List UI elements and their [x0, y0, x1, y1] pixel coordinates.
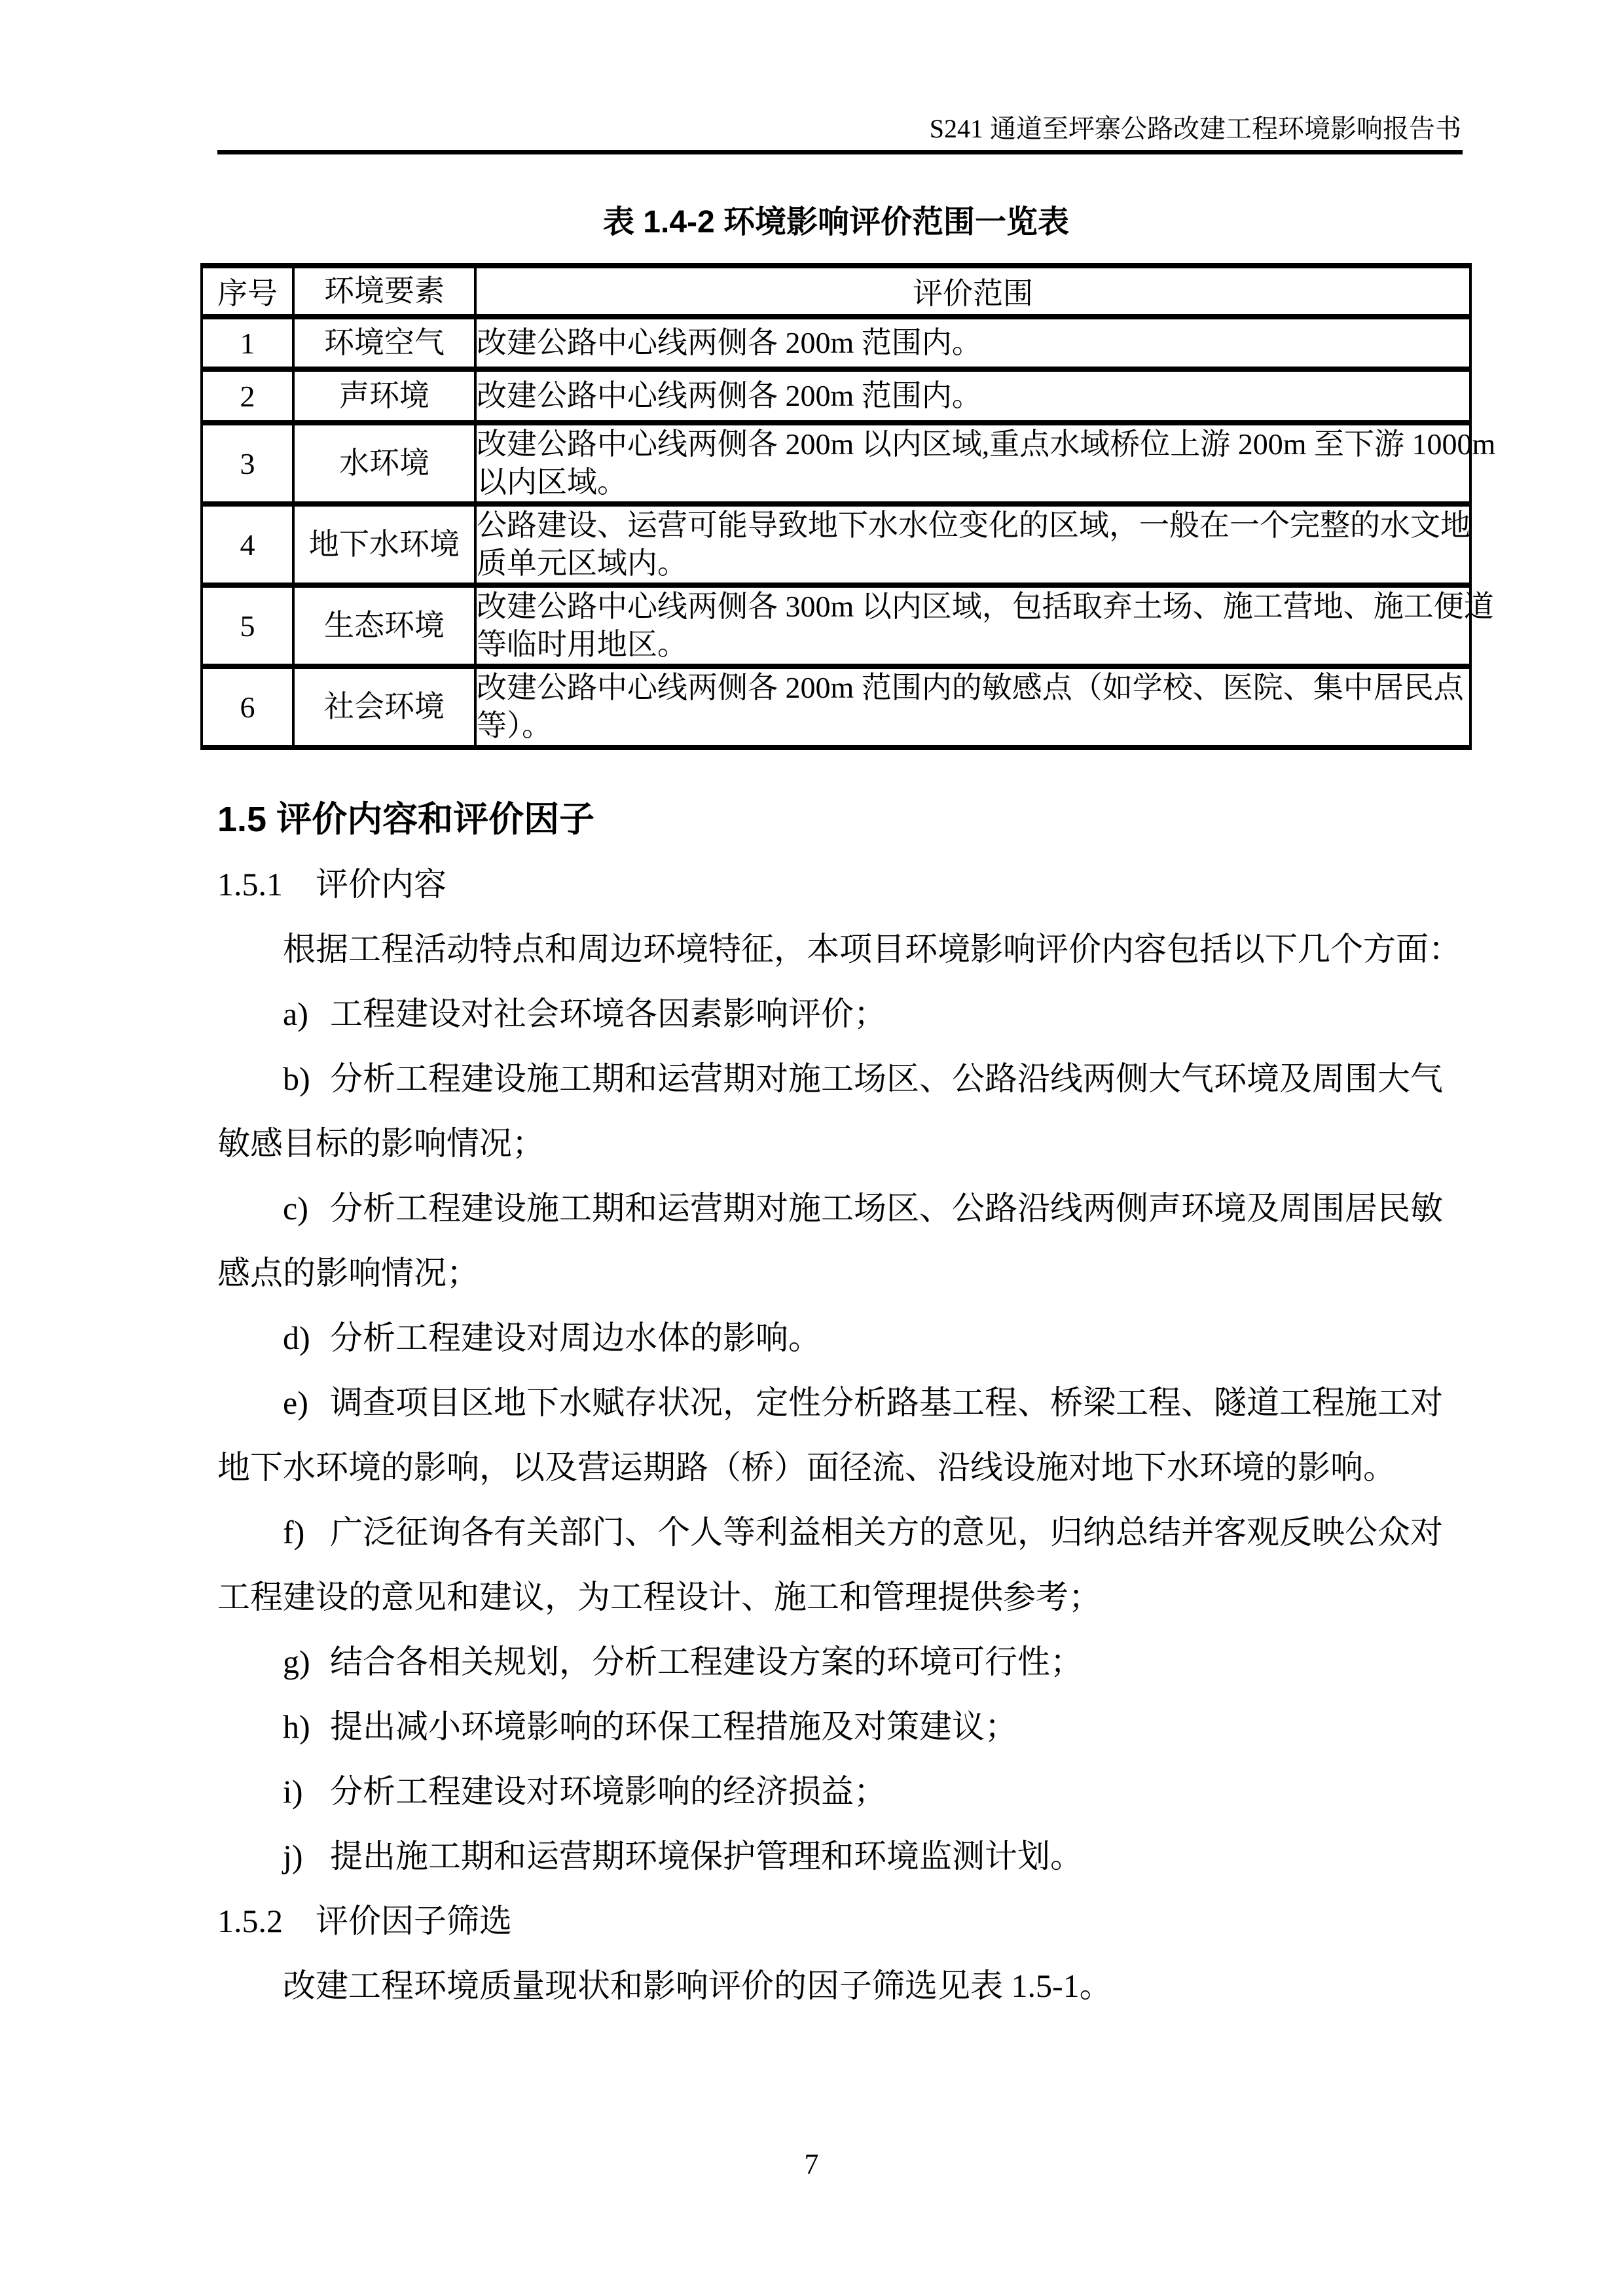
- list-item-h: [217, 1695, 1465, 1759]
- list-item-e-cont: 地下水环境的影响，以及营运期路（桥）面径流、沿线设施对地下水环境的影响。: [217, 1449, 1396, 1486]
- cell-no: 5: [202, 585, 293, 666]
- list-label: d): [283, 1319, 310, 1356]
- header-title: S241 通道至坪寨公路改建工程环境影响报告书: [929, 114, 1461, 143]
- list-item-f: [217, 1500, 1465, 1565]
- list-item-c-cont: 感点的影响情况；: [217, 1255, 479, 1291]
- column-header-element: 环境要素: [293, 266, 475, 317]
- list-item-b: [217, 1047, 1465, 1111]
- list-label: h): [283, 1708, 310, 1745]
- list-item-f-cont: 工程建设的意见和建议，为工程设计、施工和管理提供参考；: [217, 1579, 1101, 1615]
- intro-paragraph: 根据工程活动特点和周边环境特征，本项目环境影响评价内容包括以下几个方面：: [283, 931, 1461, 967]
- scope-line: 以内区域。: [477, 465, 627, 499]
- section-heading-1-5-2: 1.5.2 评价因子筛选: [217, 1903, 512, 1939]
- cell-element: 声环境: [293, 369, 475, 423]
- cell-no: 3: [202, 423, 293, 504]
- cell-no: 6: [202, 666, 293, 747]
- list-text: 分析工程建设对环境影响的经济损益；: [330, 1773, 886, 1810]
- table-row: [202, 666, 1470, 747]
- cell-scope: [475, 585, 1494, 666]
- table-caption: 表 1.4-2 环境影响评价范围一览表: [602, 205, 1070, 240]
- list-item-i: [217, 1759, 1465, 1824]
- scope-line: 改建公路中心线两侧各 200m 范围内。: [477, 326, 982, 359]
- list-label: j): [283, 1838, 303, 1874]
- table-row: [202, 369, 1470, 423]
- cell-no: 1: [202, 317, 293, 369]
- column-header-no: 序号: [202, 266, 293, 317]
- section-heading-1-5: 1.5 评价内容和评价因子: [217, 800, 595, 839]
- cell-element: 生态环境: [293, 585, 475, 666]
- list-text: 工程建设对社会环境各因素影响评价；: [330, 996, 886, 1032]
- list-label: b): [283, 1060, 310, 1097]
- list-label: i): [283, 1773, 303, 1810]
- list-label: f): [283, 1514, 305, 1551]
- list-label: a): [283, 996, 308, 1032]
- cell-element: 水环境: [293, 423, 475, 504]
- list-text: 分析工程建设施工期和运营期对施工场区、公路沿线两侧大气环境及周围大气: [330, 1060, 1443, 1097]
- evaluation-scope-table: [200, 263, 1496, 750]
- cell-no: 2: [202, 369, 293, 423]
- list-text: 结合各相关规划，分析工程建设方案的环境可行性；: [330, 1643, 1083, 1680]
- scope-line: 改建公路中心线两侧各 200m 范围内。: [477, 379, 982, 412]
- body-content: [217, 787, 1465, 2018]
- list-item-j: [217, 1824, 1465, 1889]
- cell-element: 环境空气: [293, 317, 475, 369]
- list-item-e: [217, 1371, 1465, 1435]
- list-label: e): [283, 1384, 308, 1421]
- page-number: 7: [804, 2148, 819, 2180]
- list-text: 广泛征询各有关部门、个人等利益相关方的意见，归纳总结并客观反映公众对: [330, 1514, 1443, 1551]
- table-row: [202, 585, 1470, 666]
- list-text: 提出施工期和运营期环境保护管理和环境监测计划。: [330, 1838, 1083, 1874]
- table-row: [202, 423, 1470, 504]
- list-text: 提出减小环境影响的环保工程措施及对策建议；: [330, 1708, 1017, 1745]
- list-item-d: [217, 1306, 1465, 1371]
- scope-line: 等）。: [477, 709, 552, 742]
- list-item-b-cont: 敏感目标的影响情况；: [217, 1125, 545, 1162]
- scope-line: 改建公路中心线两侧各 200m 范围内的敏感点（如学校、医院、集中居民点: [477, 671, 1464, 704]
- list-text: 调查项目区地下水赋存状况，定性分析路基工程、桥梁工程、隧道工程施工对: [330, 1384, 1443, 1421]
- closing-paragraph: 改建工程环境质量现状和影响评价的因子筛选见表 1.5-1。: [283, 1967, 1112, 2004]
- scope-line: 质单元区域内。: [477, 547, 687, 580]
- list-item-g: [217, 1630, 1465, 1695]
- cell-scope: [475, 369, 1470, 423]
- cell-scope: [475, 504, 1470, 585]
- cell-scope: [475, 317, 1470, 369]
- cell-scope: [475, 423, 1496, 504]
- column-header-scope: 评价范围: [475, 266, 1470, 317]
- header-rule: [217, 150, 1463, 154]
- cell-no: 4: [202, 504, 293, 585]
- list-label: g): [283, 1643, 310, 1680]
- cell-element: 地下水环境: [293, 504, 475, 585]
- scope-line: 等临时用地区。: [477, 628, 687, 661]
- table-row: [202, 504, 1470, 585]
- list-item-c: [217, 1176, 1465, 1241]
- scope-line: 改建公路中心线两侧各 200m 以内区域,重点水域桥位上游 200m 至下游 1000m: [477, 427, 1496, 461]
- list-label: c): [283, 1190, 308, 1227]
- table-header-row: [202, 266, 1470, 317]
- list-text: 分析工程建设施工期和运营期对施工场区、公路沿线两侧声环境及周围居民敏: [330, 1190, 1443, 1227]
- scope-line: 公路建设、运营可能导致地下水水位变化的区域，一般在一个完整的水文地: [477, 509, 1470, 542]
- list-item-a: [217, 982, 1465, 1047]
- cell-scope: [475, 666, 1470, 747]
- scope-line: 改建公路中心线两侧各 300m 以内区域，包括取弃土场、施工营地、施工便道: [477, 590, 1494, 623]
- section-heading-1-5-1: 1.5.1 评价内容: [217, 866, 447, 903]
- table-row: [202, 317, 1470, 369]
- list-text: 分析工程建设对周边水体的影响。: [330, 1319, 821, 1356]
- cell-element: 社会环境: [293, 666, 475, 747]
